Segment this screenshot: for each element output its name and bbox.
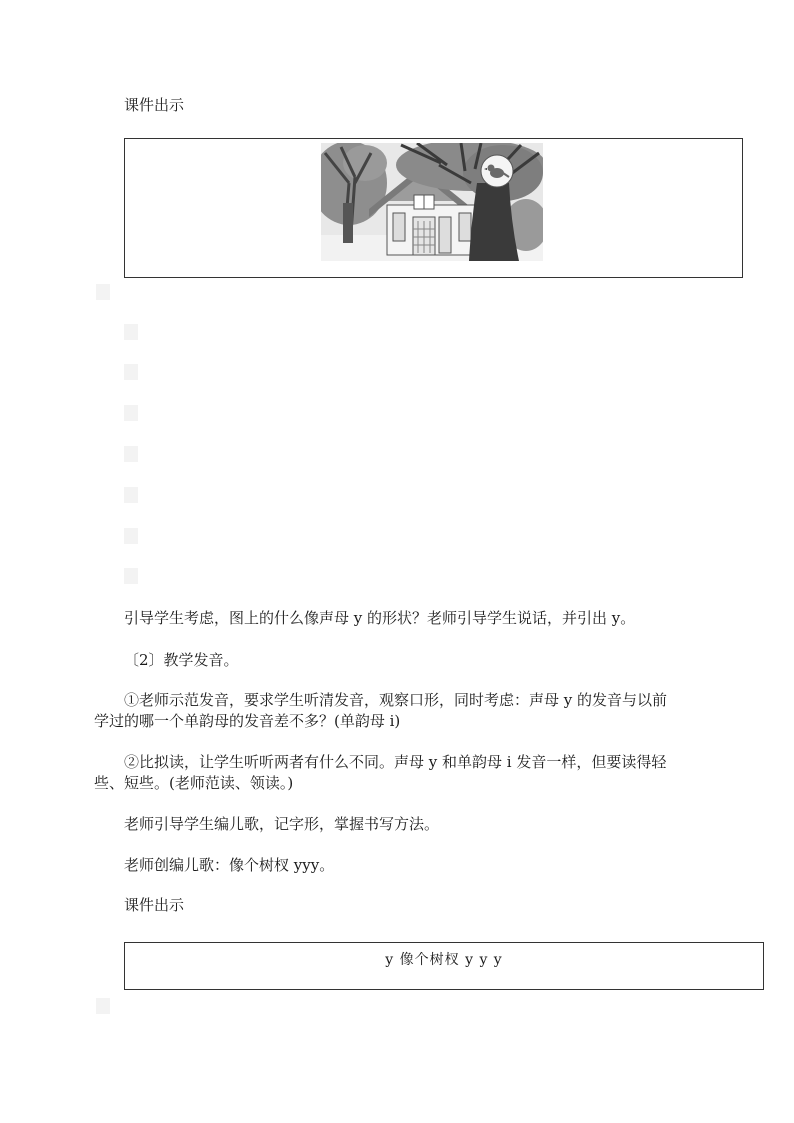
faint-mark [124, 364, 138, 380]
item-1-line-1: ①老师示范发音，要求学生听清发音，观察口形，同时考虑：声母 y 的发音与以前 [124, 691, 668, 709]
item-2-line-1: ②比拟读，让学生听听两者有什么不同。声母 y 和单韵母 i 发音一样，但要读得轻 [124, 753, 667, 771]
faint-mark [124, 324, 138, 340]
rhyme-intro-text: 老师创编儿歌：像个树杈 yyy。 [124, 856, 335, 874]
faint-mark [124, 568, 138, 584]
shape-question: 引导学生考虑，图上的什么像声母 y 的形状？老师引导学生说话，并引出 y。 [124, 609, 636, 627]
faint-mark [96, 998, 110, 1014]
faint-mark [124, 487, 138, 503]
courseware-label-2: 课件出示 [124, 896, 185, 914]
house-tree-illustration [321, 143, 543, 261]
faint-mark [124, 528, 138, 544]
rhyme-box [124, 942, 764, 990]
item-1-line-2: 学过的哪一个单韵母的发音差不多？(单韵母 i) [94, 712, 401, 730]
courseware-label-1: 课件出示 [124, 96, 185, 114]
teacher-guide-text: 老师引导学生编儿歌，记字形，掌握书写方法。 [124, 815, 440, 833]
item-2-line-2: 些、短些。(老师范读、领读。) [94, 774, 294, 792]
courseware-image-box [124, 138, 743, 278]
faint-mark [124, 446, 138, 462]
rhyme-text: y 像个树杈 y y y [385, 952, 503, 968]
faint-mark [96, 284, 110, 300]
faint-mark [124, 405, 138, 421]
step-2-title: 〔2〕教学发音。 [124, 651, 239, 669]
